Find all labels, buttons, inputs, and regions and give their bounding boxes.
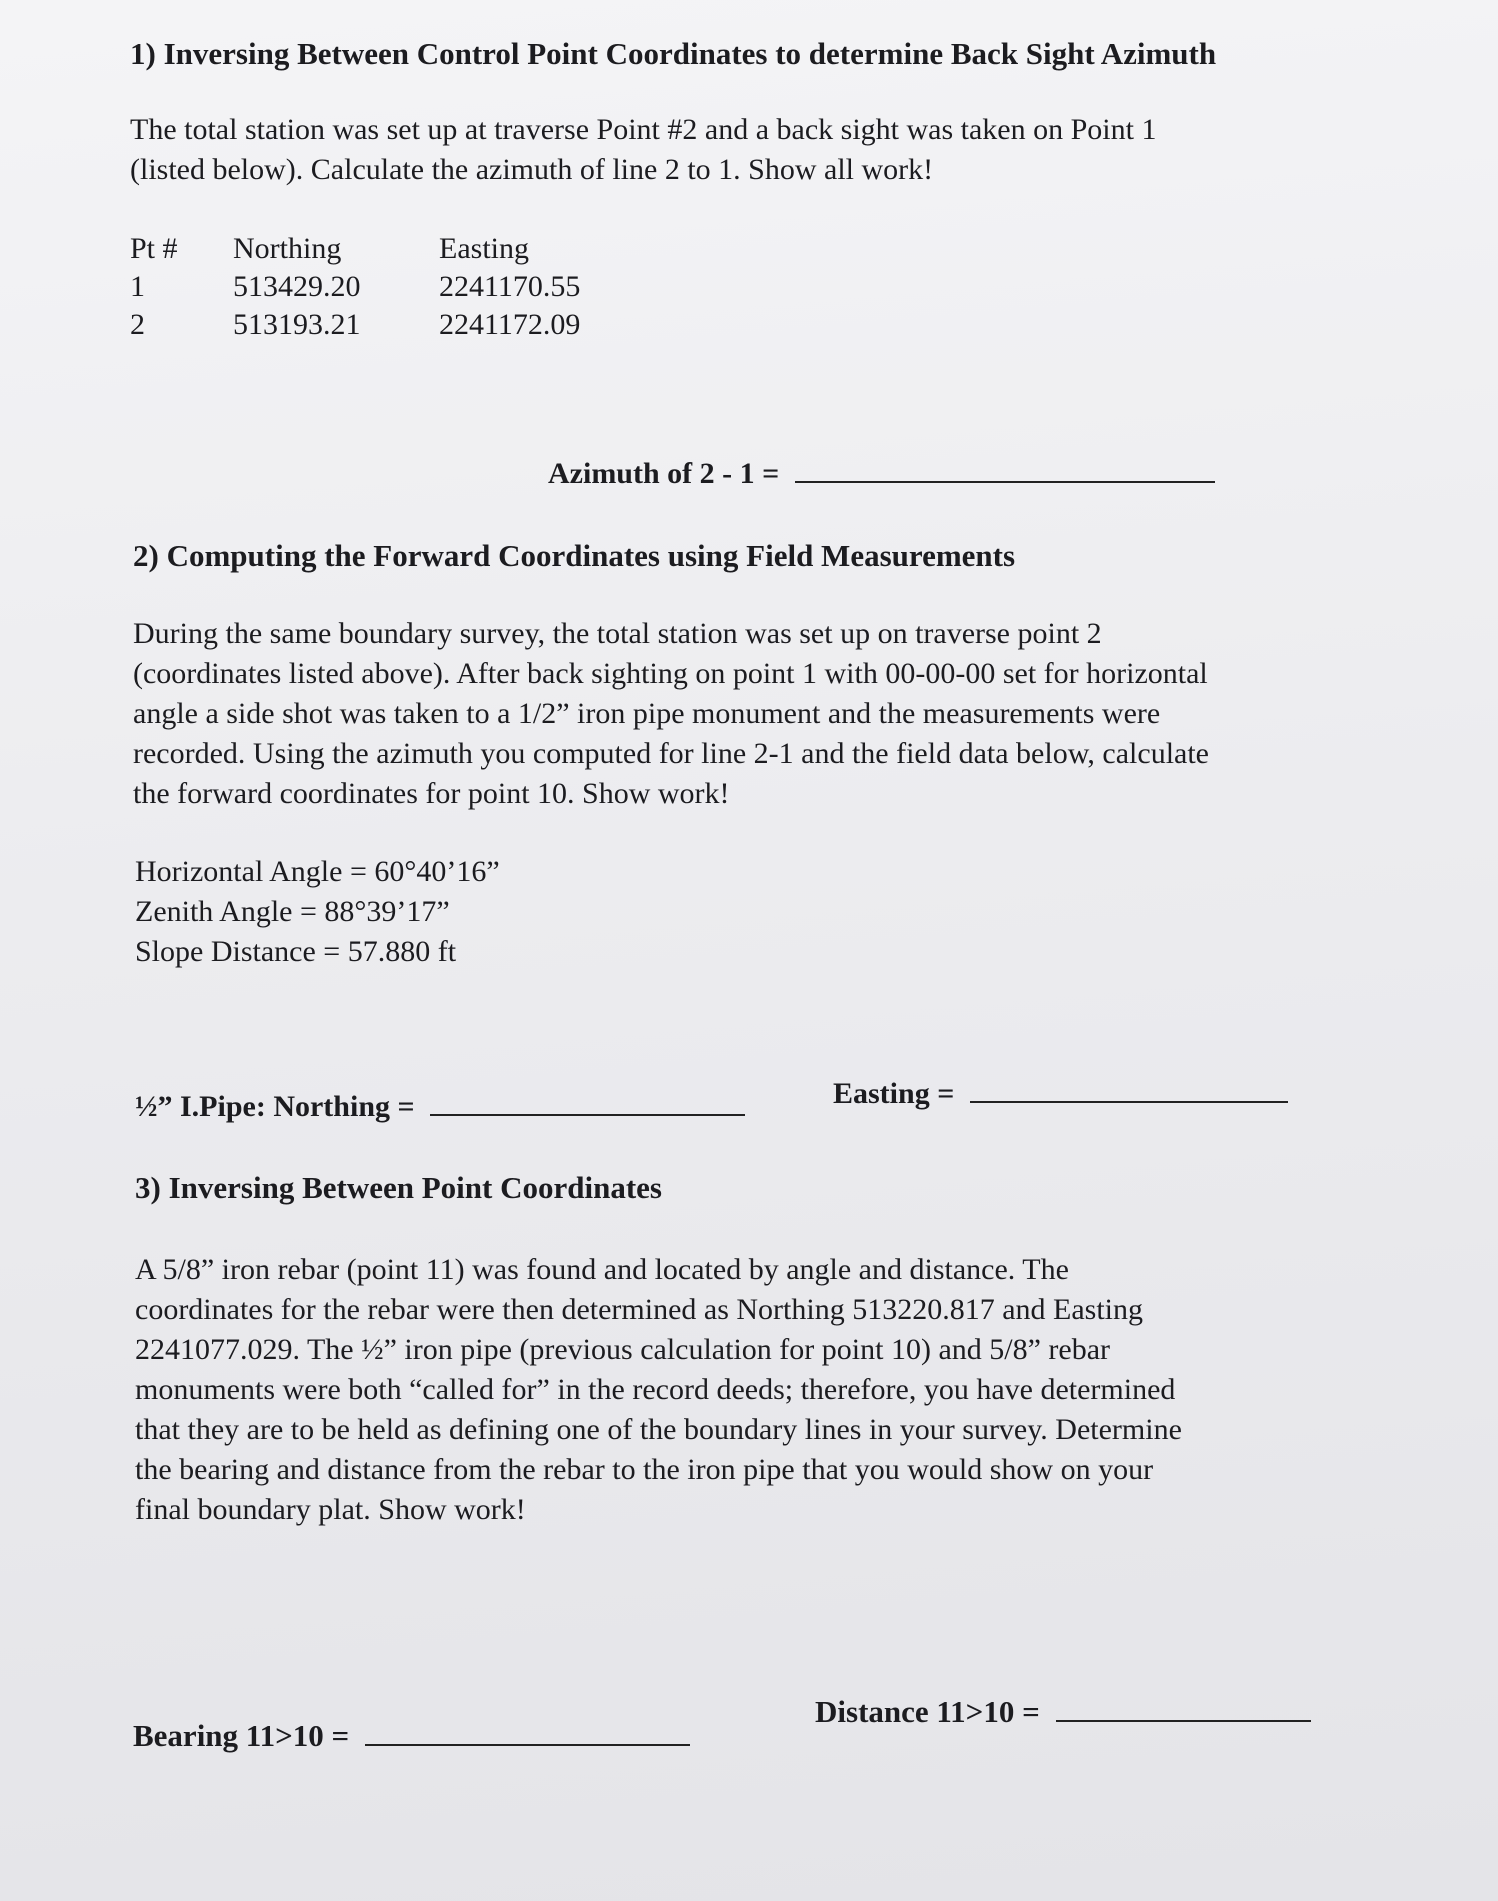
section2-line-1: During the same boundary survey, the total station was set up on traverse point 2	[133, 617, 1102, 650]
easting-answer-row	[833, 1077, 1288, 1111]
azimuth-answer-row	[548, 457, 1215, 491]
bearing-answer-label: Bearing 11>10 =	[133, 1718, 350, 1753]
table-row	[130, 268, 580, 306]
table-cell-northing: 513429.20	[233, 270, 361, 303]
bearing-answer-row	[133, 1718, 690, 1754]
zenith-angle: Zenith Angle = 88°39’17”	[135, 895, 450, 928]
distance-answer-row	[815, 1694, 1311, 1730]
section2-line-4: recorded. Using the azimuth you computed for line 2-1 and the field data below, calculate	[133, 737, 1210, 770]
table-cell-easting: 2241170.55	[439, 270, 581, 303]
azimuth-answer-blank[interactable]	[795, 480, 1215, 483]
section2-line-5: the forward coordinates for point 10. Show work!	[133, 777, 730, 810]
control-points-table	[130, 230, 580, 344]
bearing-answer-blank[interactable]	[365, 1743, 690, 1746]
easting-answer-blank[interactable]	[970, 1100, 1288, 1103]
section1-line-2: (listed below). Calculate the azimuth of line 2 to 1. Show all work!	[130, 153, 934, 186]
distance-answer-blank[interactable]	[1056, 1719, 1311, 1722]
section3-line-3: 2241077.029. The ½” iron pipe (previous calculation for point 10) and 5/8” rebar	[135, 1333, 1111, 1366]
horizontal-angle: Horizontal Angle = 60°40’16”	[135, 855, 500, 888]
table-cell-northing: 513193.21	[233, 308, 361, 341]
northing-answer-row	[135, 1090, 745, 1124]
table-cell-pt: 2	[130, 308, 145, 341]
section2-heading: 2) Computing the Forward Coordinates using Field Measurements	[133, 538, 1016, 573]
section1-line-1: The total station was set up at traverse Point #2 and a back sight was taken on Point 1	[130, 113, 1157, 146]
section3-line-2: coordinates for the rebar were then determined as Northing 513220.817 and Easting	[135, 1293, 1144, 1326]
section3-line-1: A 5/8” iron rebar (point 11) was found and located by angle and distance. The	[135, 1253, 1069, 1286]
table-header-row	[130, 230, 580, 268]
section3-line-5: that they are to be held as defining one of the boundary lines in your survey. Determine	[135, 1413, 1182, 1446]
table-cell-easting: 2241172.09	[439, 308, 581, 341]
slope-distance: Slope Distance = 57.880 ft	[135, 935, 457, 968]
distance-answer-label: Distance 11>10 =	[815, 1694, 1040, 1729]
northing-answer-blank[interactable]	[430, 1113, 745, 1116]
table-header-northing: Northing	[233, 232, 342, 265]
northing-answer-label: ½” I.Pipe: Northing =	[135, 1090, 415, 1123]
table-header-easting: Easting	[439, 232, 529, 265]
table-row	[130, 306, 580, 344]
table-header-pt: Pt #	[130, 232, 178, 265]
section2-line-3: angle a side shot was taken to a 1/2” iron pipe monument and the measurements were	[133, 697, 1161, 730]
section1-heading: 1) Inversing Between Control Point Coordinates to determine Back Sight Azimuth	[130, 36, 1217, 71]
section2-line-2: (coordinates listed above). After back sighting on point 1 with 00-00-00 set for horizontal	[133, 657, 1208, 690]
azimuth-answer-label: Azimuth of 2 - 1 =	[548, 457, 780, 490]
easting-answer-label: Easting =	[833, 1077, 955, 1110]
table-cell-pt: 1	[130, 270, 145, 303]
section3-line-4: monuments were both “called for” in the record deeds; therefore, you have determined	[135, 1373, 1176, 1406]
section3-line-6: the bearing and distance from the rebar to the iron pipe that you would show on your	[135, 1453, 1154, 1486]
section3-line-7: final boundary plat. Show work!	[135, 1493, 526, 1526]
section3-heading: 3) Inversing Between Point Coordinates	[135, 1170, 662, 1205]
